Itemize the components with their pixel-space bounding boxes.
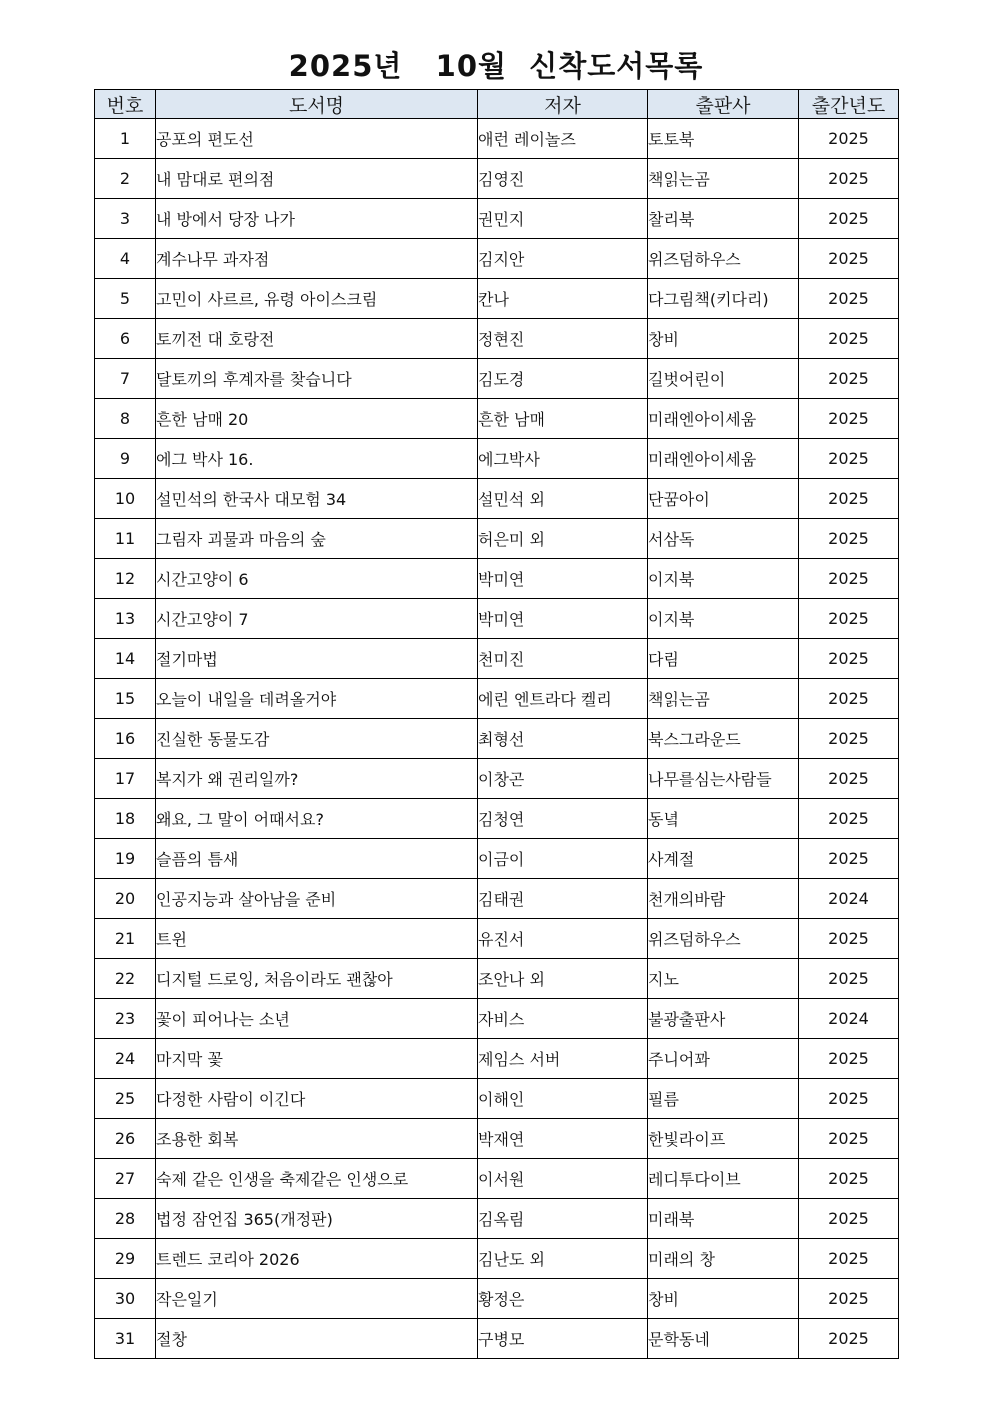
book-year: 2025: [799, 519, 899, 559]
table-row: [95, 159, 899, 199]
book-year: 2025: [799, 1319, 899, 1359]
book-year: 2025: [799, 599, 899, 639]
book-publisher: 길벗어린이: [648, 359, 799, 399]
table-row: [95, 1039, 899, 1079]
book-title: 마지막 꽃: [156, 1039, 478, 1079]
book-number: 18: [95, 799, 156, 839]
table-row: [95, 359, 899, 399]
table-row: [95, 719, 899, 759]
book-number: 9: [95, 439, 156, 479]
book-number: 24: [95, 1039, 156, 1079]
book-publisher: 지노: [648, 959, 799, 999]
book-title: 설민석의 한국사 대모험 34: [156, 479, 478, 519]
header-book-title: 도서명: [156, 90, 478, 119]
book-title: 왜요, 그 말이 어때서요?: [156, 799, 478, 839]
book-year: 2025: [799, 319, 899, 359]
book-author: 이해인: [478, 1079, 648, 1119]
book-publisher: 위즈덤하우스: [648, 919, 799, 959]
book-author: 설민석 외: [478, 479, 648, 519]
book-publisher: 불광출판사: [648, 999, 799, 1039]
book-title: 계수나무 과자점: [156, 239, 478, 279]
book-year: 2025: [799, 679, 899, 719]
table-row: [95, 1079, 899, 1119]
table-row: [95, 199, 899, 239]
book-author: 이서원: [478, 1159, 648, 1199]
book-title: 법정 잠언집 365(개정판): [156, 1199, 478, 1239]
book-publisher: 한빛라이프: [648, 1119, 799, 1159]
book-title: 시간고양이 7: [156, 599, 478, 639]
book-publisher: 사계절: [648, 839, 799, 879]
book-year: 2025: [799, 839, 899, 879]
book-publisher: 책읽는곰: [648, 679, 799, 719]
book-title: 다정한 사람이 이긴다: [156, 1079, 478, 1119]
book-publisher: 나무를심는사람들: [648, 759, 799, 799]
book-number: 17: [95, 759, 156, 799]
book-number: 19: [95, 839, 156, 879]
book-author: 박미연: [478, 599, 648, 639]
book-author: 에그박사: [478, 439, 648, 479]
book-number: 7: [95, 359, 156, 399]
book-author: 천미진: [478, 639, 648, 679]
book-publisher: 창비: [648, 1279, 799, 1319]
table-row: [95, 439, 899, 479]
book-title: 조용한 회복: [156, 1119, 478, 1159]
book-title: 시간고양이 6: [156, 559, 478, 599]
book-title: 트윈: [156, 919, 478, 959]
book-year: 2025: [799, 1119, 899, 1159]
book-number: 11: [95, 519, 156, 559]
book-publisher: 동녘: [648, 799, 799, 839]
book-publisher: 다림: [648, 639, 799, 679]
book-year: 2025: [799, 199, 899, 239]
book-year: 2024: [799, 879, 899, 919]
book-author: 구병모: [478, 1319, 648, 1359]
book-year: 2025: [799, 1199, 899, 1239]
book-author: 조안나 외: [478, 959, 648, 999]
book-publisher: 이지북: [648, 559, 799, 599]
book-title: 오늘이 내일을 데려올거야: [156, 679, 478, 719]
book-year: 2025: [799, 1039, 899, 1079]
book-publisher: 문학동네: [648, 1319, 799, 1359]
book-title: 절기마법: [156, 639, 478, 679]
book-publisher: 위즈덤하우스: [648, 239, 799, 279]
book-publisher: 다그림책(키다리): [648, 279, 799, 319]
book-publisher: 미래엔아이세움: [648, 399, 799, 439]
book-year: 2025: [799, 1079, 899, 1119]
table-row: [95, 759, 899, 799]
table-row: [95, 319, 899, 359]
table-row: [95, 1239, 899, 1279]
table-row: [95, 639, 899, 679]
table-row: [95, 999, 899, 1039]
book-number: 5: [95, 279, 156, 319]
book-title: 절창: [156, 1319, 478, 1359]
book-year: 2024: [799, 999, 899, 1039]
book-publisher: 단꿈아이: [648, 479, 799, 519]
book-publisher: 이지북: [648, 599, 799, 639]
book-publisher: 책읽는곰: [648, 159, 799, 199]
book-title: 달토끼의 후계자를 찾습니다: [156, 359, 478, 399]
book-number: 8: [95, 399, 156, 439]
book-author: 권민지: [478, 199, 648, 239]
book-number: 23: [95, 999, 156, 1039]
book-year: 2025: [799, 359, 899, 399]
book-author: 김태권: [478, 879, 648, 919]
table-row: [95, 1119, 899, 1159]
book-author: 칸나: [478, 279, 648, 319]
book-number: 27: [95, 1159, 156, 1199]
book-author: 제임스 서버: [478, 1039, 648, 1079]
book-number: 30: [95, 1279, 156, 1319]
book-year: 2025: [799, 1279, 899, 1319]
table-row: [95, 1199, 899, 1239]
book-publisher: 미래의 창: [648, 1239, 799, 1279]
book-author: 애런 레이놀즈: [478, 119, 648, 159]
book-title: 에그 박사 16.: [156, 439, 478, 479]
book-title: 내 맘대로 편의점: [156, 159, 478, 199]
book-title: 작은일기: [156, 1279, 478, 1319]
book-author: 김옥림: [478, 1199, 648, 1239]
book-publisher: 서삼독: [648, 519, 799, 559]
table-row: [95, 1319, 899, 1359]
book-year: 2025: [799, 239, 899, 279]
book-author: 김청연: [478, 799, 648, 839]
book-year: 2025: [799, 919, 899, 959]
book-title: 공포의 편도선: [156, 119, 478, 159]
book-author: 흔한 남매: [478, 399, 648, 439]
book-number: 1: [95, 119, 156, 159]
book-title: 숙제 같은 인생을 축제같은 인생으로: [156, 1159, 478, 1199]
book-year: 2025: [799, 639, 899, 679]
book-author: 이창곤: [478, 759, 648, 799]
book-publisher: 토토북: [648, 119, 799, 159]
book-author: 김난도 외: [478, 1239, 648, 1279]
book-number: 16: [95, 719, 156, 759]
book-title: 토끼전 대 호랑전: [156, 319, 478, 359]
book-year: 2025: [799, 1159, 899, 1199]
book-title: 흔한 남매 20: [156, 399, 478, 439]
book-author: 정현진: [478, 319, 648, 359]
book-author: 에린 엔트라다 켈리: [478, 679, 648, 719]
book-publisher: 주니어꽈: [648, 1039, 799, 1079]
book-year: 2025: [799, 1239, 899, 1279]
book-title: 진실한 동물도감: [156, 719, 478, 759]
book-publisher: 북스그라운드: [648, 719, 799, 759]
book-title: 슬픔의 틈새: [156, 839, 478, 879]
book-number: 20: [95, 879, 156, 919]
book-publisher: 미래엔아이세움: [648, 439, 799, 479]
book-title: 그림자 괴물과 마음의 숲: [156, 519, 478, 559]
page-title: 2025년 10월 신착도서목록: [288, 49, 704, 83]
book-number: 4: [95, 239, 156, 279]
book-year: 2025: [799, 399, 899, 439]
book-title: 꽃이 피어나는 소년: [156, 999, 478, 1039]
book-author: 허은미 외: [478, 519, 648, 559]
book-author: 박미연: [478, 559, 648, 599]
book-year: 2025: [799, 559, 899, 599]
table-row: [95, 879, 899, 919]
table-row: [95, 279, 899, 319]
book-title: 디지털 드로잉, 처음이라도 괜찮아: [156, 959, 478, 999]
book-year: 2025: [799, 799, 899, 839]
table-header-row: [95, 90, 899, 119]
book-year: 2025: [799, 439, 899, 479]
book-publisher: 미래북: [648, 1199, 799, 1239]
book-number: 29: [95, 1239, 156, 1279]
book-publisher: 레디투다이브: [648, 1159, 799, 1199]
table-row: [95, 239, 899, 279]
book-number: 28: [95, 1199, 156, 1239]
table-row: [95, 519, 899, 559]
book-number: 21: [95, 919, 156, 959]
book-year: 2025: [799, 119, 899, 159]
new-books-table: [94, 89, 899, 1359]
book-author: 김영진: [478, 159, 648, 199]
table-row: [95, 1279, 899, 1319]
book-number: 2: [95, 159, 156, 199]
book-number: 15: [95, 679, 156, 719]
book-year: 2025: [799, 759, 899, 799]
table-row: [95, 839, 899, 879]
book-publisher: 필름: [648, 1079, 799, 1119]
book-number: 10: [95, 479, 156, 519]
table-row: [95, 599, 899, 639]
book-year: 2025: [799, 279, 899, 319]
book-number: 22: [95, 959, 156, 999]
book-number: 13: [95, 599, 156, 639]
table-row: [95, 1159, 899, 1199]
book-publisher: 천개의바람: [648, 879, 799, 919]
header-number: 번호: [95, 90, 156, 119]
book-publisher: 찰리북: [648, 199, 799, 239]
book-number: 31: [95, 1319, 156, 1359]
book-number: 14: [95, 639, 156, 679]
table-row: [95, 679, 899, 719]
book-author: 최형선: [478, 719, 648, 759]
book-number: 3: [95, 199, 156, 239]
table-body: [95, 119, 899, 1359]
book-title: 내 방에서 당장 나가: [156, 199, 478, 239]
header-year: 출간년도: [799, 90, 899, 119]
table-row: [95, 399, 899, 439]
header-publisher: 출판사: [648, 90, 799, 119]
book-number: 26: [95, 1119, 156, 1159]
header-author: 저자: [478, 90, 648, 119]
book-title: 복지가 왜 권리일까?: [156, 759, 478, 799]
book-author: 자비스: [478, 999, 648, 1039]
table-row: [95, 479, 899, 519]
book-number: 6: [95, 319, 156, 359]
book-number: 25: [95, 1079, 156, 1119]
book-title: 고민이 사르르, 유령 아이스크림: [156, 279, 478, 319]
book-year: 2025: [799, 479, 899, 519]
table-row: [95, 119, 899, 159]
book-publisher: 창비: [648, 319, 799, 359]
book-year: 2025: [799, 959, 899, 999]
book-year: 2025: [799, 159, 899, 199]
table-row: [95, 559, 899, 599]
book-author: 유진서: [478, 919, 648, 959]
book-author: 김지안: [478, 239, 648, 279]
book-title: 트렌드 코리아 2026: [156, 1239, 478, 1279]
book-author: 김도경: [478, 359, 648, 399]
book-author: 이금이: [478, 839, 648, 879]
book-title: 인공지능과 살아남을 준비: [156, 879, 478, 919]
book-author: 박재연: [478, 1119, 648, 1159]
table-row: [95, 799, 899, 839]
table-row: [95, 959, 899, 999]
book-year: 2025: [799, 719, 899, 759]
book-number: 12: [95, 559, 156, 599]
table-row: [95, 919, 899, 959]
book-author: 황정은: [478, 1279, 648, 1319]
